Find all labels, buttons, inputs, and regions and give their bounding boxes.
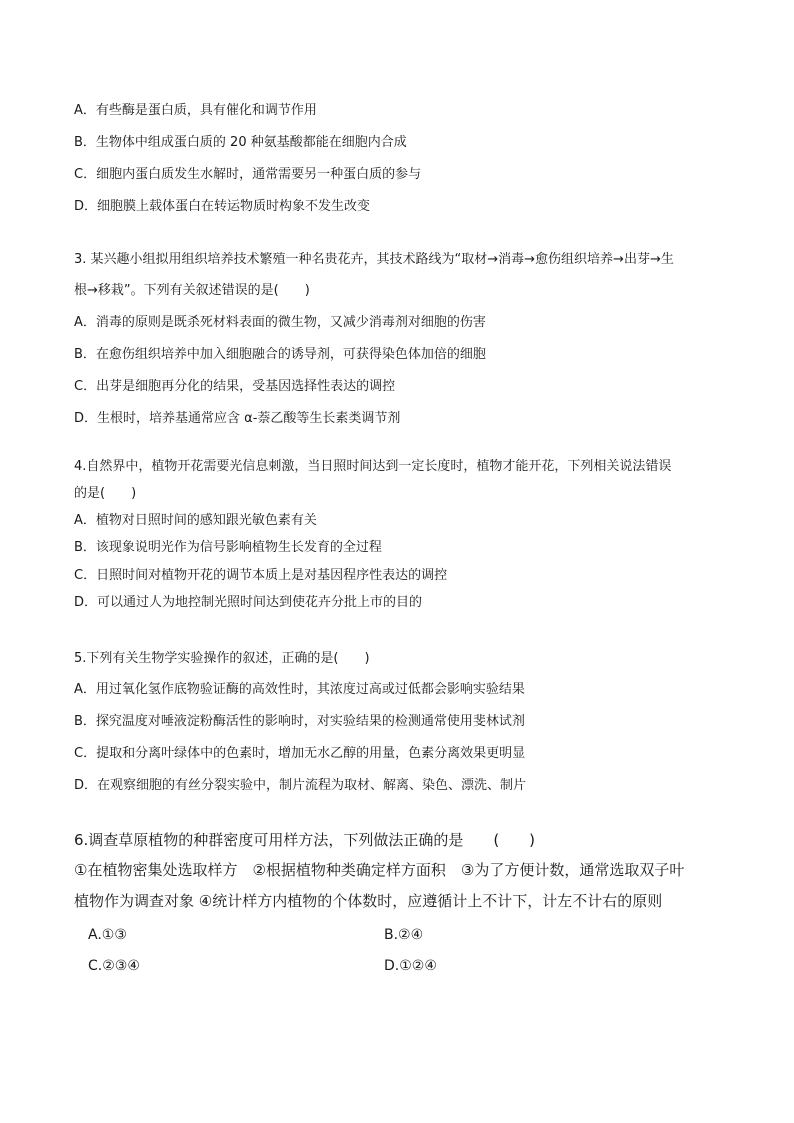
q5-option-a: A．用过氧化氢作底物验证酶的高效性时，其浓度过高或过低都会影响实验结果 <box>74 682 525 697</box>
q4-option-b: B．该现象说明光作为信号影响植物生长发育的全过程 <box>74 540 382 555</box>
q4-option-c: C．日照时间对植物开花的调节本质上是对基因程序性表达的调控 <box>74 568 448 583</box>
q3-stem-line-2: 根→移栽”。下列有关叙述错误的是( ) <box>74 283 310 298</box>
q2-option-c: C．细胞内蛋白质发生水解时，通常需要另一种蛋白质的参与 <box>74 167 422 182</box>
q6-body-line-2: 植物作为调查对象 ④统计样方内植物的个体数时，应遵循计上不计下，计左不计右的原则 <box>74 892 663 910</box>
q4-stem-line-1: 4.自然界中，植物开花需要光信息刺激，当日照时间达到一定长度时，植物才能开花，下列相关说法错误 <box>74 459 672 474</box>
q5-option-d: D．在观察细胞的有丝分裂实验中，制片流程为取材、解离、染色、漂洗、制片 <box>74 778 527 793</box>
q5-option-b: B．探究温度对唾液淀粉酶活性的影响时，对实验结果的检测通常使用斐林试剂 <box>74 714 525 729</box>
q6-body-line-1: ①在植物密集处选取样方 ②根据植物种类确定样方面积 ③为了方便计数，通常选取双子叶 <box>74 861 685 879</box>
q2-option-d: D．细胞膜上载体蛋白在转运物质时构象不发生改变 <box>74 199 371 214</box>
q4-option-d: D．可以通过人为地控制光照时间达到使花卉分批上市的目的 <box>74 595 423 610</box>
q6-choice-b: B.②④ <box>384 927 424 943</box>
q3-stem-line-1: 3. 某兴趣小组拟用组织培养技术繁殖一种名贵花卉，其技术路线为“取材→消毒→愈伤组织培养→出芽→生 <box>74 252 674 267</box>
q6-choice-c: C.②③④ <box>88 958 140 974</box>
q5-stem: 5.下列有关生物学实验操作的叙述，正确的是( ) <box>74 651 370 666</box>
q3-option-b: B．在愈伤组织培养中加入细胞融合的诱导剂，可获得染色体加倍的细胞 <box>74 347 486 362</box>
q3-option-c: C．出芽是细胞再分化的结果，受基因选择性表达的调控 <box>74 379 396 394</box>
q6-choice-a: A.①③ <box>88 927 127 943</box>
q5-option-c: C．提取和分离叶绿体中的色素时，增加无水乙醇的用量，色素分离效果更明显 <box>74 746 526 761</box>
q3-option-d: D．生根时，培养基通常应含 α-萘乙酸等生长素类调节剂 <box>74 411 401 426</box>
q2-option-b: B．生物体中组成蛋白质的 20 种氨基酸都能在细胞内合成 <box>74 135 407 150</box>
q3-option-a: A．消毒的原则是既杀死材料表面的微生物，又减少消毒剂对细胞的伤害 <box>74 315 486 330</box>
q6-stem: 6.调查草原植物的种群密度可用样方法，下列做法正确的是 ( ) <box>74 831 536 849</box>
q4-option-a: A．植物对日照时间的感知跟光敏色素有关 <box>74 513 317 528</box>
q6-choice-d: D.①②④ <box>384 958 437 974</box>
q2-option-a: A．有些酶是蛋白质，具有催化和调节作用 <box>74 103 317 118</box>
q4-stem-line-2: 的是( ) <box>74 486 137 501</box>
